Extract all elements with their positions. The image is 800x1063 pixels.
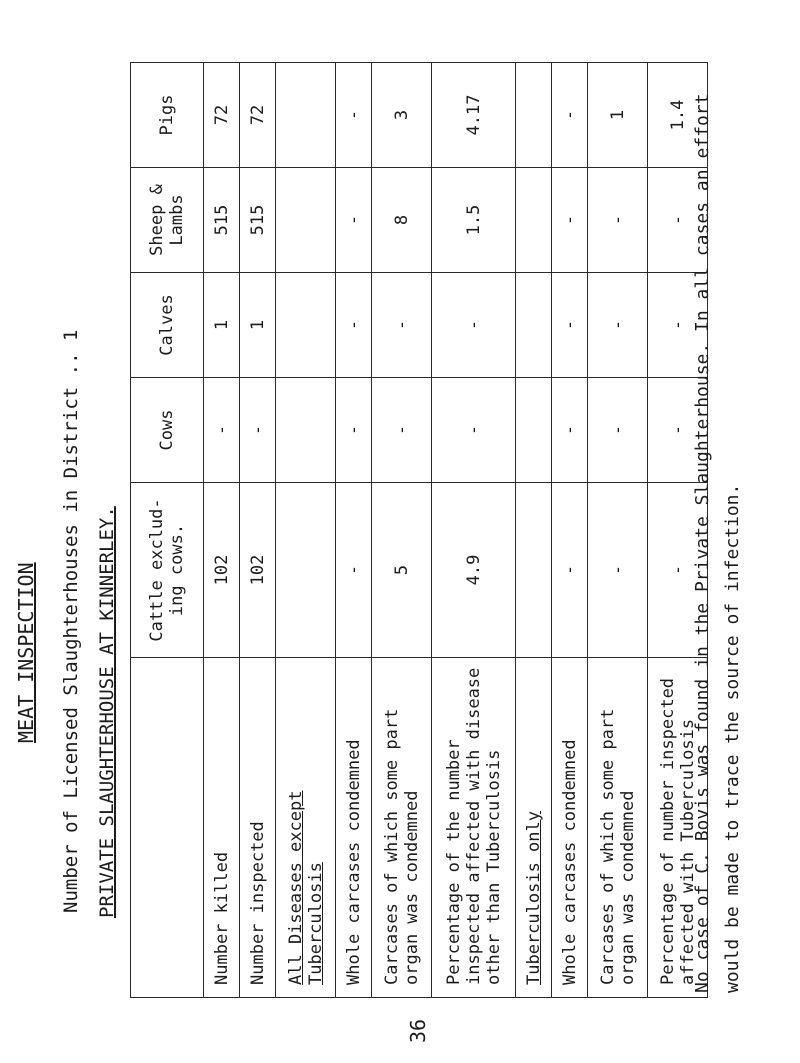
- cell: 8: [372, 168, 432, 273]
- cell: 102: [240, 483, 276, 658]
- cell: -: [432, 273, 516, 378]
- cell: [516, 63, 552, 168]
- cell: -: [336, 483, 372, 658]
- cell: -: [336, 168, 372, 273]
- cell: -: [588, 378, 648, 483]
- cell: 3: [372, 63, 432, 168]
- header-cows: Cows: [131, 378, 204, 483]
- cell: -: [336, 63, 372, 168]
- cell: -: [372, 273, 432, 378]
- cell: 515: [240, 168, 276, 273]
- table-row: [588, 63, 648, 998]
- row-label: Whole carcases condemned: [336, 658, 372, 998]
- cell: -: [648, 378, 708, 483]
- page-heading: MEAT INSPECTION: [14, 562, 38, 743]
- header-pigs: Pigs: [131, 63, 204, 168]
- row-label: Percentage of the number inspected affected with disease other than Tuberculosis: [432, 658, 516, 998]
- cell: -: [552, 483, 588, 658]
- cell: 4.9: [432, 483, 516, 658]
- table-row: [432, 63, 516, 998]
- cell: -: [588, 273, 648, 378]
- cell: 72: [240, 63, 276, 168]
- cell: 72: [204, 63, 240, 168]
- footnote: No case of C. Bovis was found in the Private Slaughterhouse. In all cases an effort would be made to trace the source of infection.: [692, 93, 743, 993]
- table-row: [552, 63, 588, 998]
- section-label-all-diseases: All Diseases except Tuberculosis: [276, 658, 336, 998]
- district-subtitle: Number of Licensed Slaughterhouses in District .. 1: [60, 329, 82, 913]
- cell: 1: [204, 273, 240, 378]
- table-header-row: [131, 63, 204, 998]
- row-label: Carcases of which some part organ was condemned: [588, 658, 648, 998]
- table-row: [240, 63, 276, 998]
- cell: 1: [588, 63, 648, 168]
- cell: -: [552, 168, 588, 273]
- cell: -: [552, 273, 588, 378]
- cell: -: [648, 168, 708, 273]
- cell: -: [588, 168, 648, 273]
- cell: [276, 273, 336, 378]
- cell: [276, 168, 336, 273]
- cell: -: [240, 378, 276, 483]
- cell: -: [372, 378, 432, 483]
- cell: 1.4: [648, 63, 708, 168]
- cell: [516, 273, 552, 378]
- cell: -: [648, 273, 708, 378]
- cell: 5: [372, 483, 432, 658]
- table-row: [204, 63, 240, 998]
- row-label: Number inspected: [240, 658, 276, 998]
- cell: 102: [204, 483, 240, 658]
- cell: -: [552, 378, 588, 483]
- cell: -: [336, 273, 372, 378]
- cell: [276, 378, 336, 483]
- row-label: Percentage of number inspected affected with Tuberculosis: [648, 658, 708, 998]
- cell: 1.5: [432, 168, 516, 273]
- row-label: Whole carcases condemned: [552, 658, 588, 998]
- header-cattle: Cattle exclud- ing cows.: [131, 483, 204, 658]
- table-row: [372, 63, 432, 998]
- cell: -: [552, 63, 588, 168]
- cell: -: [432, 378, 516, 483]
- cell: 4.17: [432, 63, 516, 168]
- cell: [516, 483, 552, 658]
- table-section-row: [516, 63, 552, 998]
- cell: [276, 483, 336, 658]
- page-number: 36: [406, 1018, 430, 1043]
- cell: [516, 378, 552, 483]
- cell: [516, 168, 552, 273]
- table-row: [336, 63, 372, 998]
- section-label-tuberculosis: Tuberculosis only: [516, 658, 552, 998]
- cell: -: [588, 483, 648, 658]
- header-blank: [131, 658, 204, 998]
- table-section-row: [276, 63, 336, 998]
- row-label: Number killed: [204, 658, 240, 998]
- cell: -: [204, 378, 240, 483]
- header-sheep-lambs: Sheep & Lambs: [131, 168, 204, 273]
- row-label: Carcases of which some part organ was condemned: [372, 658, 432, 998]
- section-title: PRIVATE SLAUGHTERHOUSE AT KINNERLEY.: [96, 506, 118, 918]
- cell: 515: [204, 168, 240, 273]
- cell: 1: [240, 273, 276, 378]
- cell: -: [336, 378, 372, 483]
- cell: [276, 63, 336, 168]
- meat-inspection-table: [130, 62, 708, 998]
- cell: -: [648, 483, 708, 658]
- header-calves: Calves: [131, 273, 204, 378]
